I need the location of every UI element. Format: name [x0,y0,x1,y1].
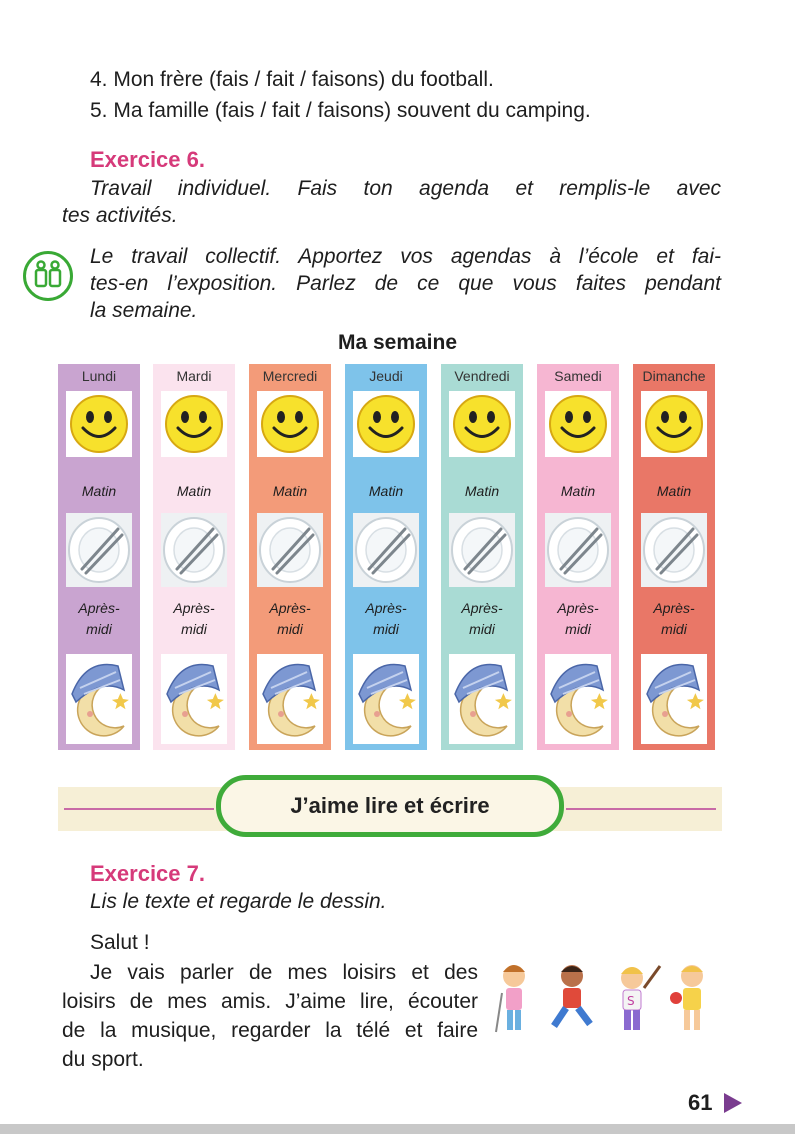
day-column-samedi [537,364,619,750]
kids-playing-sports-icon [492,958,722,1038]
day-label: Dimanche [642,368,706,384]
day-label: Lundi [81,368,117,384]
exercise-6-instruction [62,175,721,229]
smiley-icon [641,391,707,457]
day-column-dimanche [633,364,715,750]
exercise-6-group-task [90,243,721,324]
afternoon-label [633,598,715,640]
plate-icon [66,513,132,587]
letter-greeting: Salut ! [90,931,150,954]
sleeping-moon-icon [161,654,227,744]
day-label: Vendredi [454,368,510,384]
agenda-title: Ma semaine [337,331,458,354]
plate-icon [257,513,323,587]
letter-line-2: loisirs de mes amis. J’aime lire, écouter [62,990,478,1013]
group-line-2: tes-en l’exposition. Parlez de ce que vous faites pendant [90,272,721,295]
exercise-7-title: Exercice 7. [90,861,205,886]
smiley-icon [449,391,515,457]
afternoon-label [345,598,427,640]
sleeping-moon-icon [257,654,323,744]
morning-label: Matin [81,483,117,499]
sleeping-moon-icon [641,654,707,744]
day-column-vendredi [441,364,523,750]
bottom-bar [0,1124,795,1134]
plate-icon [353,513,419,587]
instruction-line-2: tes activités. [62,204,178,227]
afternoon-label-line-1: Après- [557,600,599,616]
letter-line-3: de la musique, regarder la télé et faire [62,1019,478,1042]
afternoon-label-line-2: midi [277,621,303,637]
band-rule-left [64,808,214,810]
sleeping-moon-icon [353,654,419,744]
afternoon-label-line-2: midi [565,621,591,637]
page-number: 61 [688,1090,713,1115]
exercise-6-title: Exercice 6. [90,147,205,172]
group-line-3: la semaine. [90,299,198,322]
sleeping-moon-icon [545,654,611,744]
svg-text:S: S [627,994,635,1008]
afternoon-label [249,598,331,640]
afternoon-label-line-1: Après- [461,600,503,616]
smiley-icon [161,391,227,457]
day-label: Jeudi [369,368,403,384]
afternoon-label-line-2: midi [661,621,687,637]
day-label: Mercredi [262,368,318,384]
day-column-mardi [153,364,235,750]
letter-line-4: du sport. [62,1048,144,1071]
sleeping-moon-icon [449,654,515,744]
letter-body [62,958,478,1074]
plate-icon [545,513,611,587]
afternoon-label-line-1: Après- [365,600,407,616]
day-label: Mardi [176,368,212,384]
afternoon-label-line-2: midi [469,621,495,637]
morning-label: Matin [272,483,308,499]
group-line-1: Le travail collectif. Apportez vos agendas à l’école et fai- [90,245,721,268]
day-column-jeudi [345,364,427,750]
morning-label: Matin [656,483,692,499]
morning-label: Matin [560,483,596,499]
afternoon-label-line-1: Après- [78,600,120,616]
group-work-icon [23,251,73,301]
exercise-item-5: 5. Ma famille (fais / fait / faisons) souvent du camping. [90,99,591,122]
exercise-item-4: 4. Mon frère (fais / fait / faisons) du football. [90,68,494,91]
day-label: Samedi [554,368,602,384]
afternoon-label [441,598,523,640]
exercise-7-instruction: Lis le texte et regarde le dessin. [90,890,387,913]
afternoon-label [153,598,235,640]
afternoon-label [58,598,140,640]
next-page-arrow-icon [724,1093,742,1113]
afternoon-label-line-2: midi [181,621,207,637]
smiley-icon [353,391,419,457]
plate-icon [161,513,227,587]
morning-label: Matin [464,483,500,499]
section-title: J’aime lire et écrire [216,775,564,837]
smiley-icon [257,391,323,457]
smiley-icon [545,391,611,457]
afternoon-label-line-1: Après- [173,600,215,616]
band-rule-right [566,808,716,810]
afternoon-label-line-2: midi [373,621,399,637]
morning-label: Matin [176,483,212,499]
day-column-lundi [58,364,140,750]
morning-label: Matin [368,483,404,499]
afternoon-label-line-2: midi [86,621,112,637]
sleeping-moon-icon [66,654,132,744]
afternoon-label-line-1: Après- [269,600,311,616]
afternoon-label-line-1: Après- [653,600,695,616]
letter-line-1: Je vais parler de mes loisirs et des [90,961,478,984]
afternoon-label [537,598,619,640]
plate-icon [449,513,515,587]
day-column-mercredi [249,364,331,750]
instruction-line-1: Travail individuel. Fais ton agenda et remplis-le avec [90,177,721,200]
smiley-icon [66,391,132,457]
plate-icon [641,513,707,587]
